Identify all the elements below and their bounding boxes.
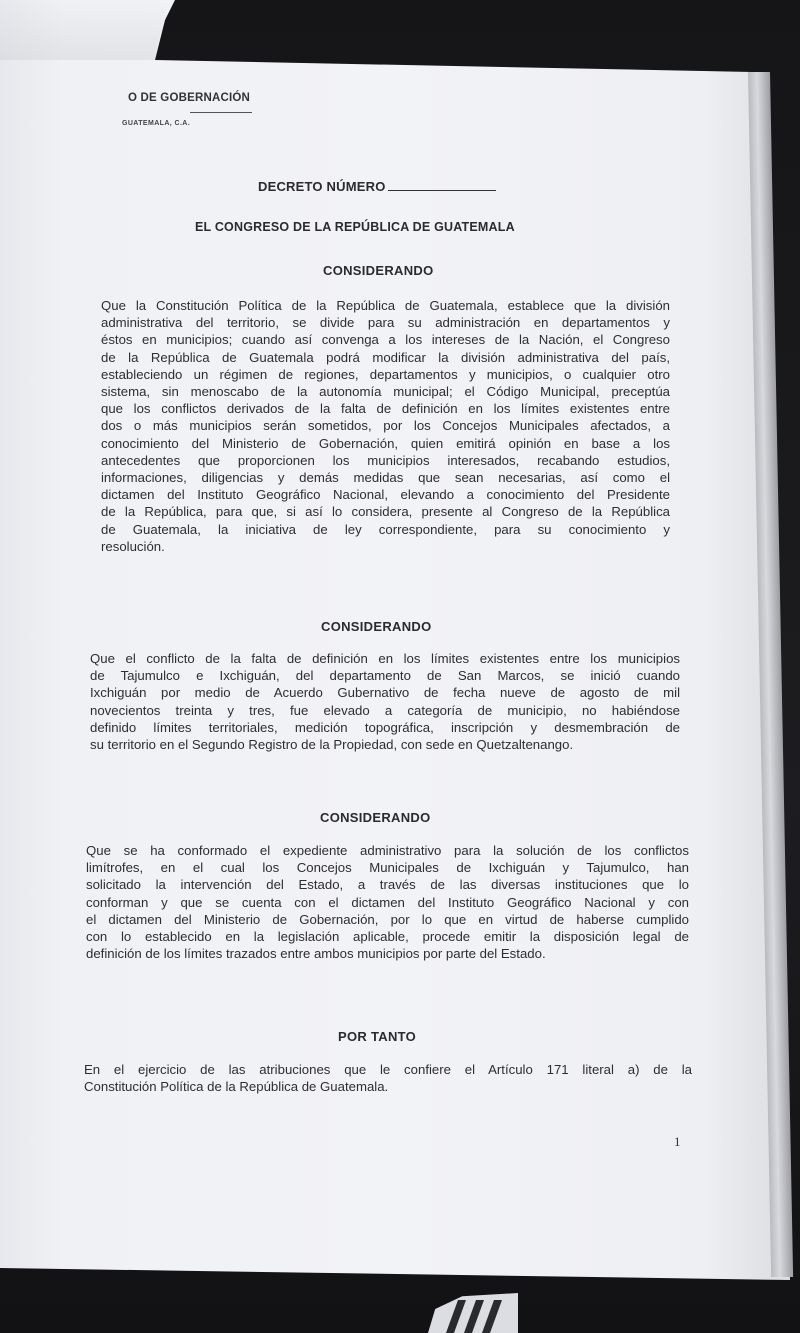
paragraph-line: dos o más municipios serán sometidos, por los Concejos Municipales afectados, a bbox=[101, 418, 670, 434]
paragraph-line: definición de los límites trazados entre ambos municipios por parte del Estado. bbox=[86, 946, 546, 962]
paragraph-line: su territorio en el Segundo Registro de la Propiedad, con sede en Quetzaltenango. bbox=[90, 737, 574, 753]
paragraph-line: con lo establecido en la legislación aplicable, procede emitir la disposición legal de bbox=[86, 929, 689, 945]
paragraph-line: novecientos treinta y tres, fue elevado a categoría de municipio, no habiéndose bbox=[90, 702, 680, 718]
paragraph-line: Que el conflicto de la falta de definición en los límites existentes entre los municipios bbox=[90, 651, 680, 666]
page-number: 1 bbox=[674, 1134, 681, 1149]
decree-label: DECRETO NÚMERO bbox=[258, 179, 386, 194]
paragraph-line: Que se ha conformado el expediente administrativo para la solución de los conflictos bbox=[86, 843, 689, 858]
section-paragraph bbox=[101, 297, 670, 555]
paragraph-line: Que la Constitución Política de la República de Guatemala, establece que la división bbox=[101, 298, 670, 313]
paragraph-line: de Guatemala, la iniciativa de ley correspondiente, para su conocimiento y bbox=[101, 521, 670, 537]
paragraph-line: que los conflictos derivados de la falta de definición en los límites existentes entre bbox=[101, 401, 670, 417]
paragraph-line: Ixchiguán por medio de Acuerdo Gubernativo de fecha nueve de agosto de mil bbox=[90, 685, 680, 701]
section-paragraph bbox=[84, 1061, 692, 1095]
paragraph-line: conocimiento del Ministerio de Gobernación, quien emitirá opinión en base a los bbox=[101, 435, 670, 451]
paragraph-line: de la República, para que, si así lo considera, presente al Congreso de la República bbox=[101, 504, 670, 520]
letterhead-rule bbox=[190, 112, 252, 113]
paragraph-line: definido límites territoriales, medición topográfica, inscripción y desmembración de bbox=[90, 719, 680, 735]
section-paragraph bbox=[86, 842, 689, 962]
section-heading: POR TANTO bbox=[338, 1029, 417, 1044]
letterhead-title: O DE GOBERNACIÓN bbox=[128, 92, 251, 104]
paragraph-line: conforman y que se cuenta con el dictamen del Instituto Geográfico Nacional y con bbox=[86, 894, 689, 910]
section-heading: CONSIDERANDO bbox=[321, 619, 432, 634]
decree-number-line bbox=[258, 178, 496, 194]
issuer-heading: EL CONGRESO DE LA REPÚBLICA DE GUATEMALA bbox=[195, 220, 515, 234]
section-heading: CONSIDERANDO bbox=[320, 810, 431, 825]
paragraph-line: limítrofes, en el cual los Concejos Municipales de Ixchiguán y Tajumulco, han bbox=[86, 860, 689, 876]
letterhead-location: GUATEMALA, C.A. bbox=[122, 120, 191, 127]
paragraph-line: el dictamen del Ministerio de Gobernación, por lo que en virtud de haberse cumplido bbox=[86, 911, 689, 927]
paragraph-line: Constitución Política de la República de Guatemala. bbox=[84, 1079, 389, 1095]
paragraph-line: de Tajumulco e Ixchiguán, del departamento de San Marcos, se inició cuando bbox=[90, 668, 680, 684]
paragraph-line: resolución. bbox=[101, 538, 165, 554]
section-heading: CONSIDERANDO bbox=[323, 263, 434, 278]
paragraph-line: éstos en municipios; cuando así convenga a los intereses de la Nación, el Congreso bbox=[101, 332, 670, 348]
paragraph-line: dictamen del Instituto Geográfico Nacional, elevando a conocimiento del Presidente bbox=[101, 487, 670, 503]
paragraph-line: informaciones, diligencias y demás medidas que sean necesarias, así como el bbox=[101, 470, 670, 486]
decree-number-blank bbox=[388, 178, 496, 191]
paragraph-line: antecedentes que proporcionen los municipios interesados, recabando estudios, bbox=[101, 452, 670, 468]
paragraph-line: solicitado la intervención del Estado, a través de las diversas instituciones que lo bbox=[86, 877, 689, 893]
paragraph-line: estableciendo un régimen de regiones, departamentos y municipios, o cualquier otro bbox=[101, 366, 670, 382]
paragraph-line: administrativa del territorio, se divide para su administración en departamentos y bbox=[101, 315, 670, 331]
paragraph-line: En el ejercicio de las atribuciones que le confiere el Artículo 171 literal a) de la bbox=[84, 1062, 692, 1077]
paragraph-line: de la República de Guatemala podrá modificar la división administrativa del país, bbox=[101, 349, 670, 365]
section-paragraph bbox=[90, 650, 680, 753]
paragraph-line: sistema, sin menoscabo de la autonomía municipal; el Código Municipal, preceptúa bbox=[101, 384, 670, 400]
